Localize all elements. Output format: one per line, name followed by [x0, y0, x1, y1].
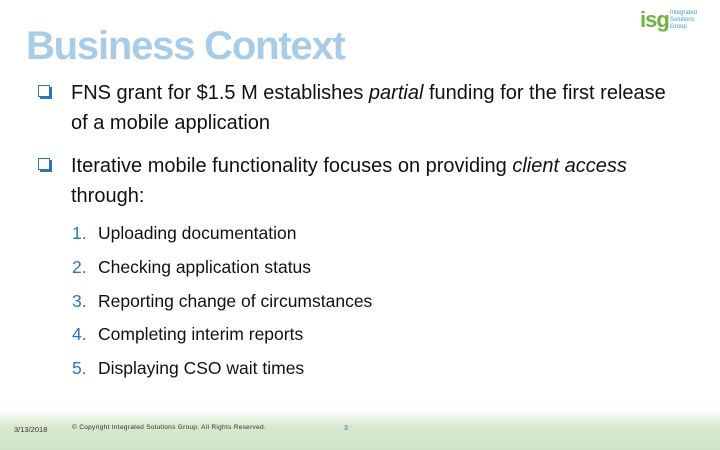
numbered-item: [72, 290, 372, 312]
item-number: 2.: [72, 257, 87, 277]
bullet-text-part: FNS grant for $1.5 M establishes: [71, 82, 369, 104]
item-number: 1.: [72, 223, 87, 243]
item-number: 3.: [72, 291, 87, 311]
footer-copyright: © Copyright Integrated Solutions Group. All Rights Reserved.: [72, 424, 267, 431]
logo-mark: isg: [640, 7, 669, 32]
logo-line: Solutions: [670, 17, 695, 23]
logo-line: Integrated: [670, 10, 698, 16]
square-bullet-icon: [38, 85, 50, 97]
numbered-item: [72, 323, 303, 345]
bullet-text: [71, 151, 681, 211]
bullet-text-emphasis: partial: [368, 82, 424, 104]
numbered-item: [72, 256, 311, 278]
slide-title: Business Context: [26, 24, 345, 68]
bullet-text-part: through:: [71, 185, 145, 207]
item-number: 5.: [72, 358, 87, 378]
bullet-item: [38, 78, 678, 140]
bullet-text-part: funding for the first release of a mobile application: [71, 82, 666, 134]
numbered-item: [72, 222, 296, 244]
slide-footer: [0, 410, 720, 450]
bullet-text-emphasis: client access: [512, 155, 627, 177]
bullet-item: [38, 151, 678, 213]
item-number: 4.: [72, 324, 87, 344]
numbered-item: [72, 357, 304, 379]
item-text: Uploading documentation: [98, 223, 297, 243]
logo-wordmark: [670, 10, 697, 31]
bullet-text-part: Iterative mobile functionality focuses on providing: [71, 155, 513, 177]
item-text: Displaying CSO wait times: [98, 358, 305, 378]
item-text: Checking application status: [98, 257, 312, 277]
logo-line: Group: [670, 24, 687, 30]
square-bullet-icon: [38, 158, 50, 170]
item-text: Reporting change of circumstances: [98, 291, 373, 311]
bullet-text: [71, 78, 681, 138]
footer-date: 3/13/2018: [14, 425, 48, 434]
item-text: Completing interim reports: [98, 324, 304, 344]
isg-logo: [640, 8, 716, 36]
page-number: 3: [344, 425, 348, 432]
